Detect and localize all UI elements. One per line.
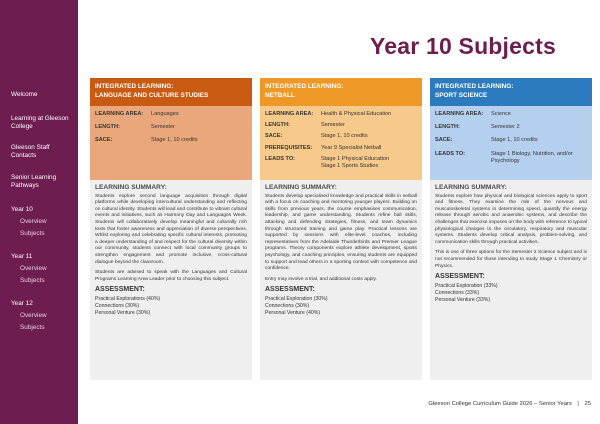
info-label: LEARNING AREA:	[265, 111, 314, 117]
info-value: Science	[491, 111, 511, 117]
assessment-item: Personal Venture (40%)	[265, 310, 321, 317]
column-header	[430, 78, 592, 106]
info-value: Health & Physical Education	[321, 111, 392, 117]
summary-paragraph: Students explore second language acquisition through digital platforms while developing intercultural understanding and reflecting on cultural identity. Students will lead and contribute to vibrant cultural events and initiatives, such as Harmony Day and Languages Week. Students will collaboratively develop meaningful and culturally rich texts that foster awareness and appreciation of diverse perspectives. Whilst exploring and celebrating specific cultural interests, promoting a deeper understanding of and respect for the cultural diversity within our community, students connect with local community groups to strengthen engagement and promote inclusive, cross-cultural dialogue beyond the classroom.	[95, 193, 247, 265]
assessment-item: Practical Exploration (33%)	[435, 282, 498, 289]
info-row	[95, 111, 247, 118]
assessment-heading: ASSESSMENT:	[95, 286, 145, 294]
info-value: Languages	[151, 111, 179, 117]
header-line-1: INTEGRATED LEARNING:	[265, 83, 344, 90]
nav-year-11-overview[interactable]: Overview	[20, 265, 47, 272]
nav-year-12-subjects[interactable]: Subjects	[20, 324, 45, 331]
header-line-1: INTEGRATED LEARNING:	[435, 83, 514, 90]
assessment-item: Connections (33%)	[435, 289, 480, 296]
nav-year-11-subjects[interactable]: Subjects	[20, 277, 45, 284]
info-row	[435, 124, 587, 131]
header-line-2: NETBALL	[265, 92, 295, 100]
sidebar-nav	[0, 0, 78, 424]
info-row	[435, 151, 587, 165]
header-line-2: LANGUAGE AND CULTURE STUDIES	[95, 92, 209, 100]
info-label: LENGTH:	[95, 124, 120, 131]
info-label: LEARNING AREA:	[95, 111, 144, 117]
assessment-item: Connections (30%)	[95, 303, 140, 310]
info-row	[95, 137, 247, 144]
info-value: Semester 2	[491, 124, 520, 131]
summary-paragraph: Students develop specialised knowledge and practical skills in netball with a focus on coaching and mentoring younger players. Building on skills from previous years, the course emphasises communication, leadership, and game understanding. Students refine ball skills, attacking and defending strategies, fitness, and team dynamics through structured training and game play. Practical lessons are supported by sessions with elite-level coaches, including representatives from the Adelaide Thunderbirds and Premier League programs. Theory components explore athlete development, sports psychology, and coaching principles, ensuring students are equipped to support and lead others in a sporting context with competence and confidence.	[265, 193, 417, 272]
info-label: LEADS TO:	[435, 150, 466, 157]
info-row	[265, 111, 417, 118]
page-footer	[428, 401, 591, 407]
nav-year-10[interactable]: Year 10	[11, 206, 33, 213]
assessment-item: Personal Venture (33%)	[435, 297, 491, 304]
summary-paragraph: Entry may involve a trial, and additional costs apply.	[265, 276, 377, 282]
info-value: Semester	[321, 122, 345, 129]
footer-separator: |	[577, 401, 579, 407]
info-label: SACE:	[95, 137, 113, 144]
learning-summary-heading: LEARNING SUMMARY:	[265, 184, 337, 191]
subject-body	[430, 180, 592, 380]
header-line-1: INTEGRATED LEARNING:	[95, 83, 174, 90]
info-row	[435, 137, 587, 144]
subject-info	[260, 106, 422, 180]
info-value: Stage 1, 10 credits	[321, 133, 368, 140]
assessment-item: Practical Exploration (30%)	[265, 295, 328, 302]
header-line-2: SPORT SCIENCE	[435, 92, 488, 100]
info-row	[265, 133, 417, 140]
footer-text: Gleeson College Curriculum Guide 2026 – Senior Years	[428, 401, 572, 407]
nav-staff-contacts[interactable]: Gleeson Staff Contacts	[11, 144, 50, 160]
subject-body	[260, 180, 422, 380]
info-row	[265, 156, 417, 170]
info-label: LENGTH:	[265, 122, 290, 129]
subject-info	[430, 106, 592, 180]
subject-column-netball	[260, 78, 422, 380]
column-header	[90, 78, 252, 106]
assessment-item: Connections (30%)	[265, 303, 310, 310]
nav-year-12[interactable]: Year 12	[11, 300, 33, 307]
info-value: Stage 1 Physical Education Stage 1 Sports Studies	[321, 155, 390, 170]
learning-summary-heading: LEARNING SUMMARY:	[95, 184, 167, 191]
nav-year-10-subjects[interactable]: Subjects	[20, 230, 45, 237]
assessment-item: Personal Venture (30%)	[95, 310, 151, 317]
page-number: 25	[584, 401, 591, 407]
column-header	[260, 78, 422, 106]
subject-body	[90, 180, 252, 380]
info-label: SACE:	[265, 133, 283, 140]
subject-info	[90, 106, 252, 180]
nav-learning-at-gleeson[interactable]: Learning at Gleeson College	[11, 115, 69, 131]
info-row	[95, 124, 247, 131]
assessment-heading: ASSESSMENT:	[435, 273, 485, 281]
info-value: Year 9 Specialist Netball	[321, 144, 382, 151]
nav-welcome[interactable]: Welcome	[11, 91, 38, 98]
subject-column-language-culture	[90, 78, 252, 380]
info-label: LEARNING AREA:	[435, 111, 484, 117]
info-label: PREREQUISITES:	[265, 144, 313, 151]
subject-column-sport-science	[430, 78, 592, 380]
nav-year-11[interactable]: Year 11	[11, 253, 33, 260]
summary-paragraph: Students are advised to speak with the Languages and Cultural Programs Learning Area Leader prior to choosing this subject.	[95, 270, 247, 282]
assessment-item: Practical Explorations (40%)	[95, 295, 161, 302]
summary-paragraph: This is one of three options for the Semester 2 Science subject and is not recommended for those intending to study Stage 1 Chemistry or Physics.	[435, 250, 587, 269]
page-title: Year 10 Subjects	[369, 33, 556, 59]
info-row	[265, 122, 417, 129]
learning-summary-heading: LEARNING SUMMARY:	[435, 184, 507, 191]
info-row	[265, 145, 417, 152]
info-label: SACE:	[435, 137, 453, 144]
info-row	[435, 111, 587, 118]
summary-paragraph: Students explore how physical and biological sciences apply to sport and fitness. They examine the role of the nervous and musculoskeletal systems in determining speed, quantify the energy release through aerobic and anaerobic systems, and describe the challenges that exercise imposes on the body with reference to typical physiological changes to the circulatory, respiratory and muscular systems. Students develop critical analysis, problem-solving, and communication skills through practical activities.	[435, 193, 587, 245]
info-label: LEADS TO:	[265, 155, 296, 162]
nav-year-10-overview[interactable]: Overview	[20, 218, 47, 225]
info-value: Stage 1, 10 credits	[491, 137, 538, 144]
nav-senior-pathways[interactable]: Senior Learning Pathways	[11, 174, 57, 190]
info-label: LENGTH:	[435, 124, 460, 131]
info-value: Stage 1 Biology, Nutrition, and/or Psychology	[491, 150, 573, 164]
info-value: Stage 1, 10 credits	[151, 137, 198, 144]
assessment-heading: ASSESSMENT:	[265, 286, 315, 294]
nav-year-12-overview[interactable]: Overview	[20, 312, 47, 319]
info-value: Semester	[151, 124, 175, 131]
